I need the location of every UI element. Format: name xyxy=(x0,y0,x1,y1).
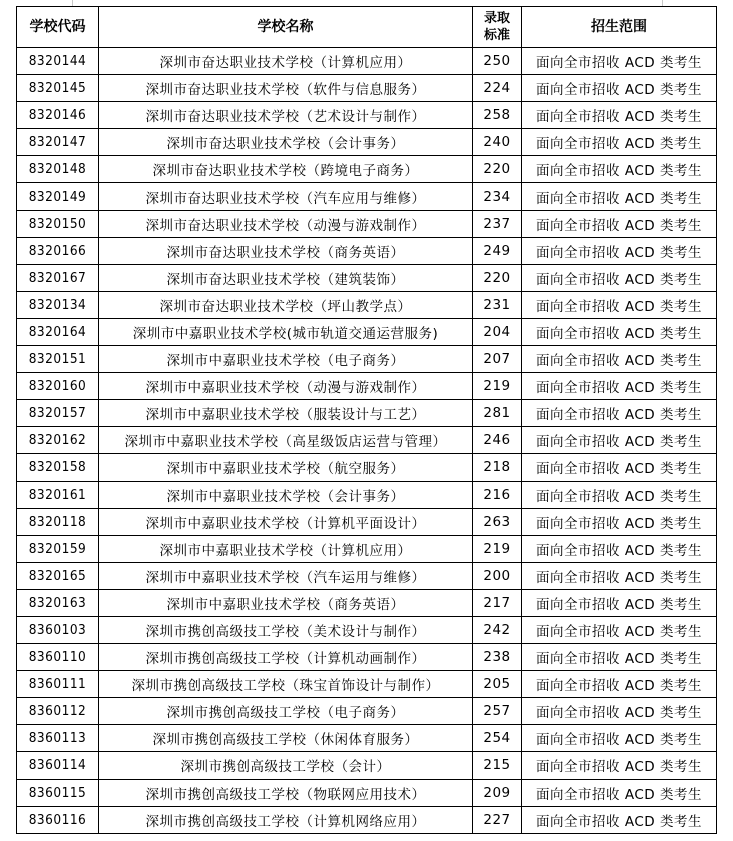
school-code-cell: 8320167 xyxy=(17,264,99,291)
school-name-cell: 深圳市携创高级技工学校（计算机动画制作） xyxy=(99,644,473,671)
admission-score-cell: 258 xyxy=(473,102,522,129)
enrollment-scope-cell: 面向全市招收 ACD 类考生 xyxy=(522,129,717,156)
table-row xyxy=(17,481,717,508)
school-name-cell: 深圳市奋达职业技术学校（动漫与游戏制作） xyxy=(99,210,473,237)
school-name-cell: 深圳市携创高级技工学校（计算机网络应用） xyxy=(99,806,473,833)
school-name-cell: 深圳市中嘉职业技术学校（计算机应用） xyxy=(99,535,473,562)
school-name-cell: 深圳市奋达职业技术学校（跨境电子商务） xyxy=(99,156,473,183)
enrollment-scope-cell: 面向全市招收 ACD 类考生 xyxy=(522,210,717,237)
admission-score-cell: 242 xyxy=(473,616,522,643)
school-code-cell: 8320166 xyxy=(17,237,99,264)
enrollment-scope-cell: 面向全市招收 ACD 类考生 xyxy=(522,454,717,481)
admission-score-cell: 227 xyxy=(473,806,522,833)
enrollment-scope-cell: 面向全市招收 ACD 类考生 xyxy=(522,48,717,75)
school-code-cell: 8320148 xyxy=(17,156,99,183)
admission-score-cell: 250 xyxy=(473,48,522,75)
school-code-cell: 8320150 xyxy=(17,210,99,237)
school-code-cell: 8360115 xyxy=(17,779,99,806)
table-row xyxy=(17,183,717,210)
admission-score-cell: 257 xyxy=(473,698,522,725)
table-row xyxy=(17,102,717,129)
enrollment-scope-cell: 面向全市招收 ACD 类考生 xyxy=(522,400,717,427)
table-row xyxy=(17,129,717,156)
school-name-cell: 深圳市携创高级技工学校（休闲体育服务） xyxy=(99,725,473,752)
admission-score-cell: 240 xyxy=(473,129,522,156)
school-code-cell: 8320118 xyxy=(17,508,99,535)
admission-score-cell: 220 xyxy=(473,264,522,291)
school-name-cell: 深圳市携创高级技工学校（珠宝首饰设计与制作） xyxy=(99,671,473,698)
table-row xyxy=(17,698,717,725)
admission-score-cell: 263 xyxy=(473,508,522,535)
admission-score-cell: 204 xyxy=(473,318,522,345)
school-name-cell: 深圳市奋达职业技术学校（商务英语） xyxy=(99,237,473,264)
admission-score-cell: 218 xyxy=(473,454,522,481)
admission-score-cell: 216 xyxy=(473,481,522,508)
school-name-cell: 深圳市奋达职业技术学校（软件与信息服务） xyxy=(99,75,473,102)
table-row xyxy=(17,779,717,806)
header-school-code: 学校代码 xyxy=(17,7,99,48)
table-row xyxy=(17,346,717,373)
school-code-cell: 8360116 xyxy=(17,806,99,833)
admission-score-cell: 249 xyxy=(473,237,522,264)
school-code-cell: 8320149 xyxy=(17,183,99,210)
table-row xyxy=(17,318,717,345)
admission-score-cell: 215 xyxy=(473,752,522,779)
enrollment-scope-cell: 面向全市招收 ACD 类考生 xyxy=(522,644,717,671)
school-code-cell: 8320147 xyxy=(17,129,99,156)
table-row xyxy=(17,535,717,562)
school-name-cell: 深圳市中嘉职业技术学校（汽车运用与维修） xyxy=(99,562,473,589)
enrollment-scope-cell: 面向全市招收 ACD 类考生 xyxy=(522,752,717,779)
table-row xyxy=(17,671,717,698)
school-code-cell: 8320146 xyxy=(17,102,99,129)
school-name-cell: 深圳市携创高级技工学校（会计） xyxy=(99,752,473,779)
table-row xyxy=(17,291,717,318)
table-header-row xyxy=(17,7,717,48)
enrollment-scope-cell: 面向全市招收 ACD 类考生 xyxy=(522,183,717,210)
table-row xyxy=(17,373,717,400)
enrollment-scope-cell: 面向全市招收 ACD 类考生 xyxy=(522,725,717,752)
table-row xyxy=(17,210,717,237)
enrollment-scope-cell: 面向全市招收 ACD 类考生 xyxy=(522,75,717,102)
table-row xyxy=(17,75,717,102)
admission-score-cell: 224 xyxy=(473,75,522,102)
table-row xyxy=(17,616,717,643)
school-code-cell: 8320157 xyxy=(17,400,99,427)
admission-score-cell: 205 xyxy=(473,671,522,698)
enrollment-scope-cell: 面向全市招收 ACD 类考生 xyxy=(522,589,717,616)
school-code-cell: 8320163 xyxy=(17,589,99,616)
admission-score-cell: 234 xyxy=(473,183,522,210)
school-code-cell: 8320164 xyxy=(17,318,99,345)
enrollment-scope-cell: 面向全市招收 ACD 类考生 xyxy=(522,264,717,291)
table-row xyxy=(17,806,717,833)
header-enrollment-scope: 招生范围 xyxy=(522,7,717,48)
table-row xyxy=(17,264,717,291)
school-name-cell: 深圳市奋达职业技术学校（艺术设计与制作） xyxy=(99,102,473,129)
table-row xyxy=(17,237,717,264)
table-row xyxy=(17,48,717,75)
enrollment-scope-cell: 面向全市招收 ACD 类考生 xyxy=(522,318,717,345)
enrollment-scope-cell: 面向全市招收 ACD 类考生 xyxy=(522,156,717,183)
school-name-cell: 深圳市奋达职业技术学校（建筑装饰） xyxy=(99,264,473,291)
table-row xyxy=(17,427,717,454)
admission-score-cell: 246 xyxy=(473,427,522,454)
school-code-cell: 8320162 xyxy=(17,427,99,454)
school-name-cell: 深圳市中嘉职业技术学校（服装设计与工艺） xyxy=(99,400,473,427)
enrollment-scope-cell: 面向全市招收 ACD 类考生 xyxy=(522,291,717,318)
table-row xyxy=(17,400,717,427)
school-name-cell: 深圳市奋达职业技术学校（计算机应用） xyxy=(99,48,473,75)
school-code-cell: 8360111 xyxy=(17,671,99,698)
admission-score-cell: 207 xyxy=(473,346,522,373)
school-name-cell: 深圳市中嘉职业技术学校（航空服务） xyxy=(99,454,473,481)
school-name-cell: 深圳市奋达职业技术学校（会计事务） xyxy=(99,129,473,156)
school-name-cell: 深圳市中嘉职业技术学校（电子商务） xyxy=(99,346,473,373)
admission-score-cell: 219 xyxy=(473,373,522,400)
school-name-cell: 深圳市中嘉职业技术学校(城市轨道交通运营服务) xyxy=(99,318,473,345)
admission-score-cell: 237 xyxy=(473,210,522,237)
school-code-cell: 8320160 xyxy=(17,373,99,400)
enrollment-scope-cell: 面向全市招收 ACD 类考生 xyxy=(522,427,717,454)
school-code-cell: 8360110 xyxy=(17,644,99,671)
school-name-cell: 深圳市中嘉职业技术学校（商务英语） xyxy=(99,589,473,616)
admission-score-cell: 231 xyxy=(473,291,522,318)
school-code-cell: 8360103 xyxy=(17,616,99,643)
header-admission-score-line1: 录取 xyxy=(483,11,510,26)
enrollment-scope-cell: 面向全市招收 ACD 类考生 xyxy=(522,698,717,725)
school-code-cell: 8360113 xyxy=(17,725,99,752)
admission-score-cell: 219 xyxy=(473,535,522,562)
school-name-cell: 深圳市奋达职业技术学校（坪山教学点） xyxy=(99,291,473,318)
school-code-cell: 8320165 xyxy=(17,562,99,589)
enrollment-scope-cell: 面向全市招收 ACD 类考生 xyxy=(522,535,717,562)
table-row xyxy=(17,644,717,671)
table-row xyxy=(17,752,717,779)
enrollment-scope-cell: 面向全市招收 ACD 类考生 xyxy=(522,481,717,508)
table-row xyxy=(17,454,717,481)
admission-score-cell: 200 xyxy=(473,562,522,589)
enrollment-scope-cell: 面向全市招收 ACD 类考生 xyxy=(522,373,717,400)
admission-score-cell: 209 xyxy=(473,779,522,806)
school-name-cell: 深圳市携创高级技工学校（美术设计与制作） xyxy=(99,616,473,643)
school-code-cell: 8360112 xyxy=(17,698,99,725)
admission-score-cell: 238 xyxy=(473,644,522,671)
school-code-cell: 8320145 xyxy=(17,75,99,102)
school-name-cell: 深圳市中嘉职业技术学校（会计事务） xyxy=(99,481,473,508)
admission-score-cell: 281 xyxy=(473,400,522,427)
header-school-name: 学校名称 xyxy=(99,7,473,48)
school-code-cell: 8320159 xyxy=(17,535,99,562)
school-name-cell: 深圳市中嘉职业技术学校（动漫与游戏制作） xyxy=(99,373,473,400)
enrollment-scope-cell: 面向全市招收 ACD 类考生 xyxy=(522,806,717,833)
school-name-cell: 深圳市携创高级技工学校（电子商务） xyxy=(99,698,473,725)
school-name-cell: 深圳市携创高级技工学校（物联网应用技术） xyxy=(99,779,473,806)
enrollment-scope-cell: 面向全市招收 ACD 类考生 xyxy=(522,237,717,264)
school-name-cell: 深圳市中嘉职业技术学校（计算机平面设计） xyxy=(99,508,473,535)
school-name-cell: 深圳市奋达职业技术学校（汽车应用与维修） xyxy=(99,183,473,210)
table-row xyxy=(17,562,717,589)
enrollment-scope-cell: 面向全市招收 ACD 类考生 xyxy=(522,671,717,698)
table-row xyxy=(17,589,717,616)
enrollment-scope-cell: 面向全市招收 ACD 类考生 xyxy=(522,562,717,589)
school-code-cell: 8320158 xyxy=(17,454,99,481)
admission-score-cell: 254 xyxy=(473,725,522,752)
table-row xyxy=(17,156,717,183)
enrollment-scope-cell: 面向全市招收 ACD 类考生 xyxy=(522,102,717,129)
admission-score-cell: 217 xyxy=(473,589,522,616)
enrollment-scope-cell: 面向全市招收 ACD 类考生 xyxy=(522,616,717,643)
school-code-cell: 8320144 xyxy=(17,48,99,75)
school-name-cell: 深圳市中嘉职业技术学校（高星级饭店运营与管理） xyxy=(99,427,473,454)
school-code-cell: 8320134 xyxy=(17,291,99,318)
enrollment-scope-cell: 面向全市招收 ACD 类考生 xyxy=(522,346,717,373)
school-code-cell: 8360114 xyxy=(17,752,99,779)
table-row xyxy=(17,725,717,752)
school-code-cell: 8320161 xyxy=(17,481,99,508)
header-admission-score xyxy=(473,7,522,48)
header-admission-score-line2: 标准 xyxy=(483,28,510,43)
school-code-cell: 8320151 xyxy=(17,346,99,373)
table-row xyxy=(17,508,717,535)
admission-score-table xyxy=(16,6,717,834)
enrollment-scope-cell: 面向全市招收 ACD 类考生 xyxy=(522,508,717,535)
admission-score-cell: 220 xyxy=(473,156,522,183)
enrollment-scope-cell: 面向全市招收 ACD 类考生 xyxy=(522,779,717,806)
